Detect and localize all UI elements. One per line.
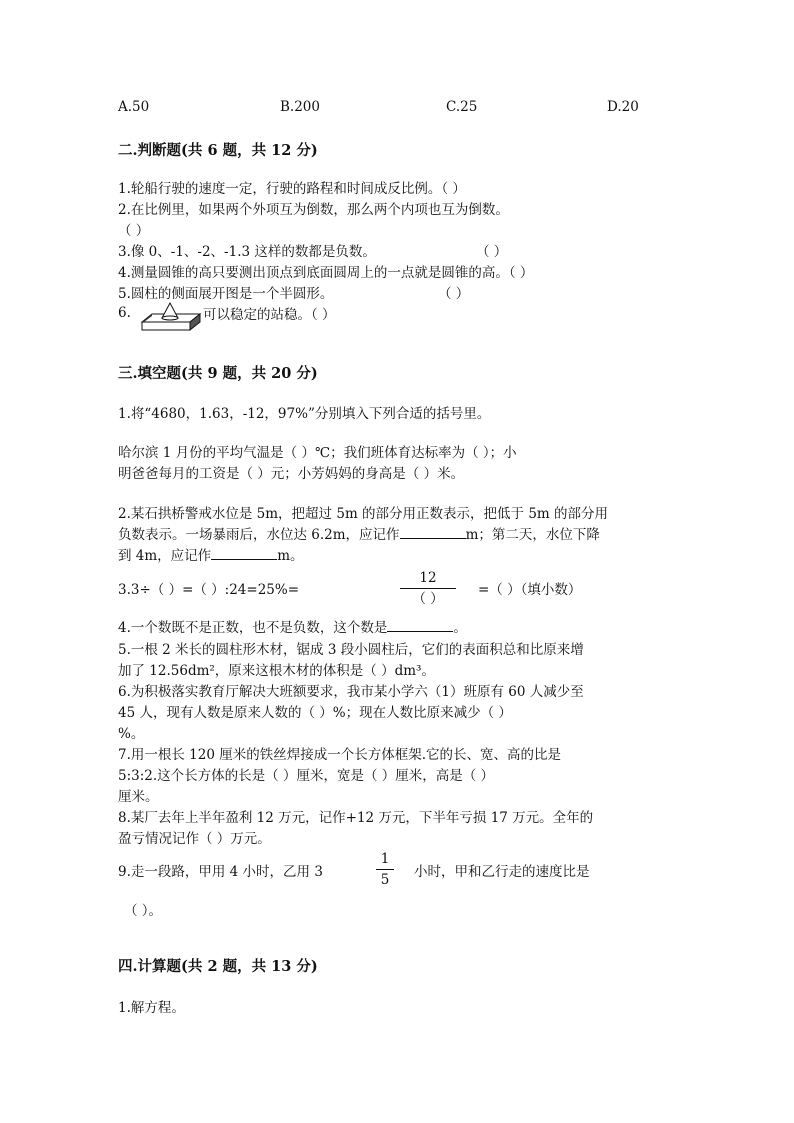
fill-q9-post: 小时，甲和乙行走的速度比是 [414, 864, 590, 880]
judgment-item-6-text: 可以稳定的站稳。（ ） [203, 307, 336, 323]
fill-q2-line-c-pre: 到 4m，应记作 [118, 548, 212, 564]
fill-q4 [118, 616, 467, 636]
fill-q2-line-b [118, 523, 600, 543]
fill-q3-post: =（ ）（填小数） [478, 582, 582, 598]
fraction-bar [376, 869, 394, 870]
fill-q4-post: 。 [453, 620, 467, 636]
fill-q6-line-c: %。 [118, 726, 145, 742]
fill-q6-line-b: 45 人，现有人数是原来人数的（ ）%；现在人数比原来减少（ ） [118, 705, 512, 721]
fill-q2-line-c [118, 544, 304, 564]
judgment-item-2-bracket: （ ） [118, 223, 150, 239]
calc-q1: 1.解方程。 [118, 1000, 185, 1016]
fraction-numerator: 1 [380, 851, 390, 867]
answer-blank [387, 619, 453, 632]
fill-q7-line-a: 7.用一根长 120 厘米的铁丝焊接成一个长方体框架.它的长、宽、高的比是 [118, 747, 562, 763]
fraction-numerator: 12 [419, 570, 437, 586]
fill-q8-line-b: 盈亏情况记作（ ）万元。 [118, 831, 271, 847]
option-d: D.20 [607, 99, 639, 115]
judgment-item-3: 3.像 0、-1、-2、-1.3 这样的数都是负数。 [118, 244, 376, 260]
section-title-fill-blank: 三.填空题(共 9 题，共 20 分) [118, 365, 318, 382]
judgment-item-5-bracket: （ ） [438, 286, 470, 302]
fill-q2-line-b-pre: 负数表示。一场暴雨后，水位达 6.2m，应记作 [118, 527, 400, 543]
fill-q2-line-a: 2.某石拱桥警戒水位是 5m，把超过 5m 的部分用正数表示，把低于 5m 的部分用 [118, 506, 609, 522]
fill-q8-line-a: 8.某厂去年上半年盈利 12 万元，记作+12 万元，下半年亏损 17 万元。全年的 [118, 810, 594, 826]
option-b: B.200 [280, 99, 320, 115]
fill-q1-line-a: 哈尔滨 1 月份的平均气温是（ ）℃；我们班体育达标率为（ ）；小 [118, 445, 517, 461]
section-title-judgment: 二.判断题(共 6 题，共 12 分) [118, 142, 318, 159]
answer-blank [211, 547, 277, 560]
fill-q2-line-b-post: m；第二天，水位下降 [465, 527, 600, 543]
fill-q3-fraction [400, 570, 456, 607]
section-title-calculation: 四.计算题(共 2 题，共 13 分) [118, 958, 318, 975]
fill-q7-line-c: 厘米。 [118, 789, 159, 805]
fill-q5-line-a: 5.一根 2 米长的圆柱形木材，锯成 3 段小圆柱后，它们的表面积总和比原来增 [118, 642, 584, 658]
fill-q1: 1.将“4680，1.63，-12，97%”分别填入下列合适的括号里。 [118, 406, 491, 422]
fill-q3-pre: 3.3÷（ ）=（ ）:24=25%= [118, 582, 300, 598]
answer-blank [400, 526, 466, 539]
fill-q9-line-b: （ ）。 [124, 903, 163, 919]
fraction-denominator: 5 [380, 872, 390, 888]
fill-q4-pre: 4.一个数既不是正数，也不是负数，这个数是 [118, 620, 388, 636]
fill-q9-fraction [376, 851, 394, 888]
judgment-item-6-number: 6. [118, 305, 131, 321]
fill-q2-line-c-post: m。 [277, 548, 304, 564]
fill-q5-line-b: 加了 12.56dm²，原来这根木材的体积是（ ）dm³。 [118, 663, 435, 679]
judgment-item-2: 2.在比例里，如果两个外项互为倒数，那么两个内项也互为倒数。 [118, 202, 509, 218]
cone-on-box-figure [138, 300, 202, 332]
fraction-denominator: （ ） [412, 591, 444, 607]
judgment-item-1: 1.轮船行驶的速度一定，行驶的路程和时间成反比例。（ ） [118, 181, 466, 197]
fraction-bar [400, 588, 456, 589]
fill-q6-line-a: 6.为积极落实教育厅解决大班额要求，我市某小学六（1）班原有 60 人减少至 [118, 684, 584, 700]
option-a: A.50 [118, 99, 150, 115]
fill-q9-pre: 9.走一段路，甲用 4 小时，乙用 3 [118, 864, 323, 880]
fill-q1-line-b: 明爸爸每月的工资是（ ）元；小芳妈妈的身高是（ ）米。 [118, 466, 465, 482]
judgment-item-4: 4.测量圆锥的高只要测出顶点到底面圆周上的一点就是圆锥的高。（ ） [118, 265, 534, 281]
option-c: C.25 [446, 99, 478, 115]
judgment-item-3-bracket: （ ） [476, 244, 508, 260]
judgment-item-5: 5.圆柱的侧面展开图是一个半圆形。 [118, 286, 334, 302]
fill-q7-line-b: 5:3:2.这个长方体的长是（ ）厘米，宽是（ ）厘米，高是（ ） [118, 768, 495, 784]
